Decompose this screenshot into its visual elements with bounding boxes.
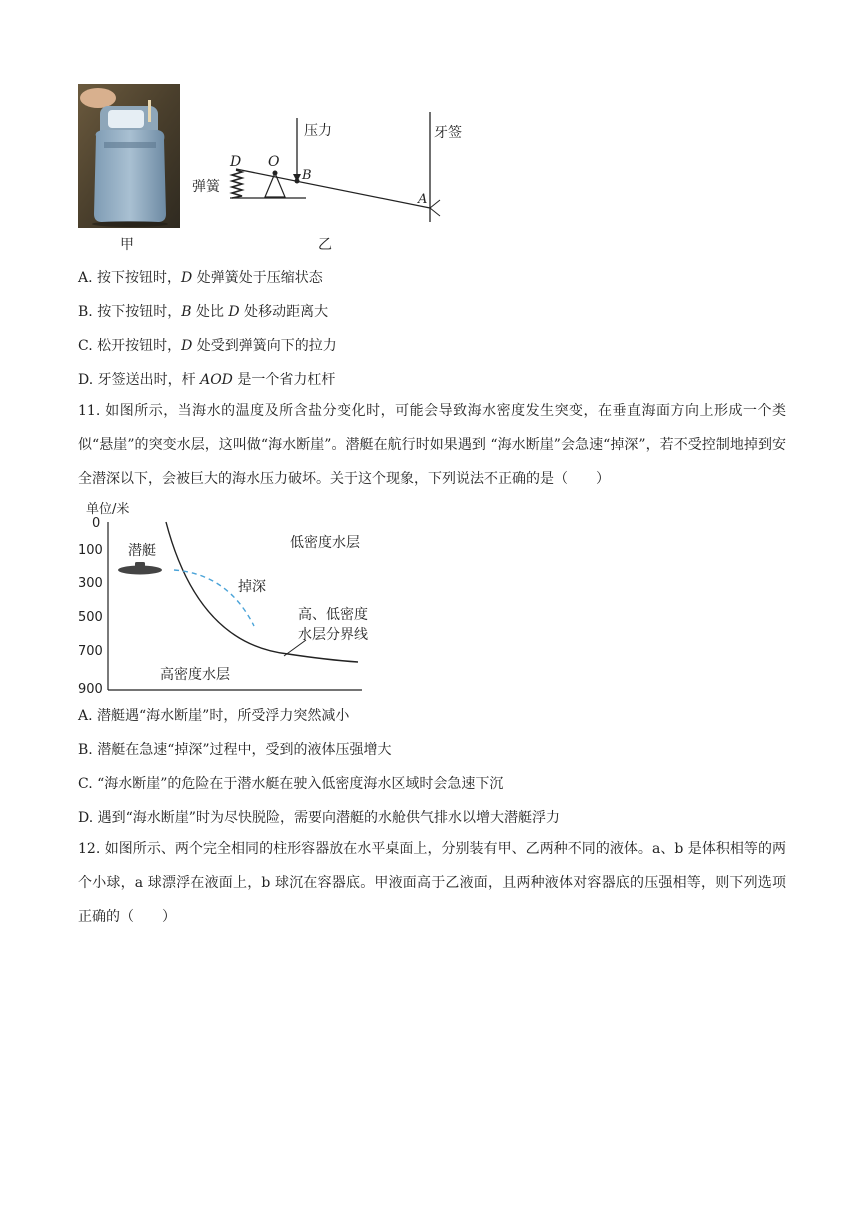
q11-option-d: D. 遇到“海水断崖”时为尽快脱险，需要向潜艇的水舱供气排水以增大潜艇浮力 — [78, 810, 560, 826]
depth-tick-700: 700 — [78, 644, 103, 659]
q12-stem: 12. 如图所示、两个完全相同的柱形容器放在水平桌面上，分别装有甲、乙两种不同的液体。a、b 是体积相等的两个小球，a 球漂浮在液面上，b 球沉在容器底。甲液面高于乙液面，且两种液体对容器底的压强相等，则下列选项正确的（ ） — [78, 841, 786, 925]
q11-option-c: C. “海水断崖”的危险在于潜水艇在驶入低密度海水区域时会急速下沉 — [78, 776, 504, 792]
q11-option-b: B. 潜艇在急速“掉深”过程中，受到的液体压强增大 — [78, 742, 392, 758]
depth-tick-300: 300 — [78, 576, 103, 591]
depth-tick-500: 500 — [78, 610, 103, 625]
high-density-label: 高密度水层 — [160, 667, 230, 683]
depth-tick-100: 100 — [78, 543, 103, 558]
q10-option-d: D. 牙签送出时，杆 AOD 是一个省力杠杆 — [78, 372, 336, 388]
q11-stem: 11. 如图所示，当海水的温度及所含盐分变化时，可能会导致海水密度发生突变，在垂直海面方向上形成一个类似“悬崖”的突变水层，这叫做“海水断崖”。潜艇在航行时如果遇到 “海水断崖”会急速“掉深”，若不受控制地掉到安全潜深以下，会被巨大的海水压力破坏。关于这个现象，下列说法不正确的是（ ） — [78, 403, 786, 487]
q11-option-a: A. 潜艇遇“海水断崖”时，所受浮力突然减小 — [78, 708, 350, 724]
point-a-label: A — [418, 192, 428, 207]
q10-option-b: B. 按下按钮时，B 处比 D 处移动距离大 — [78, 304, 329, 320]
drop-label: 掉深 — [238, 579, 266, 595]
unit-label: 单位/米 — [86, 502, 130, 517]
point-o-label: O — [268, 154, 280, 170]
depth-tick-0: 0 — [92, 516, 101, 531]
figure-1 — [78, 84, 478, 254]
boundary-label-1: 高、低密度 — [298, 607, 368, 623]
depth-tick-900: 900 — [78, 682, 103, 697]
submarine-label: 潜艇 — [128, 543, 156, 559]
diagram-label: 乙 — [318, 237, 332, 253]
boundary-label-2: 水层分界线 — [298, 627, 368, 643]
point-d-label: D — [230, 154, 242, 170]
figure-2 — [78, 494, 388, 697]
point-b-label: B — [302, 168, 312, 183]
low-density-label: 低密度水层 — [290, 535, 360, 551]
toothpick-label: 牙签 — [434, 125, 462, 141]
q10-option-a: A. 按下按钮时，D 处弹簧处于压缩状态 — [78, 270, 323, 286]
photo-label: 甲 — [120, 237, 134, 253]
sea-cliff-diagram — [78, 494, 388, 694]
pressure-label: 压力 — [304, 123, 332, 139]
dispenser-photo — [78, 84, 180, 228]
q10-option-c: C. 松开按钮时，D 处受到弹簧向下的拉力 — [78, 338, 337, 354]
spring-label: 弹簧 — [192, 179, 220, 195]
